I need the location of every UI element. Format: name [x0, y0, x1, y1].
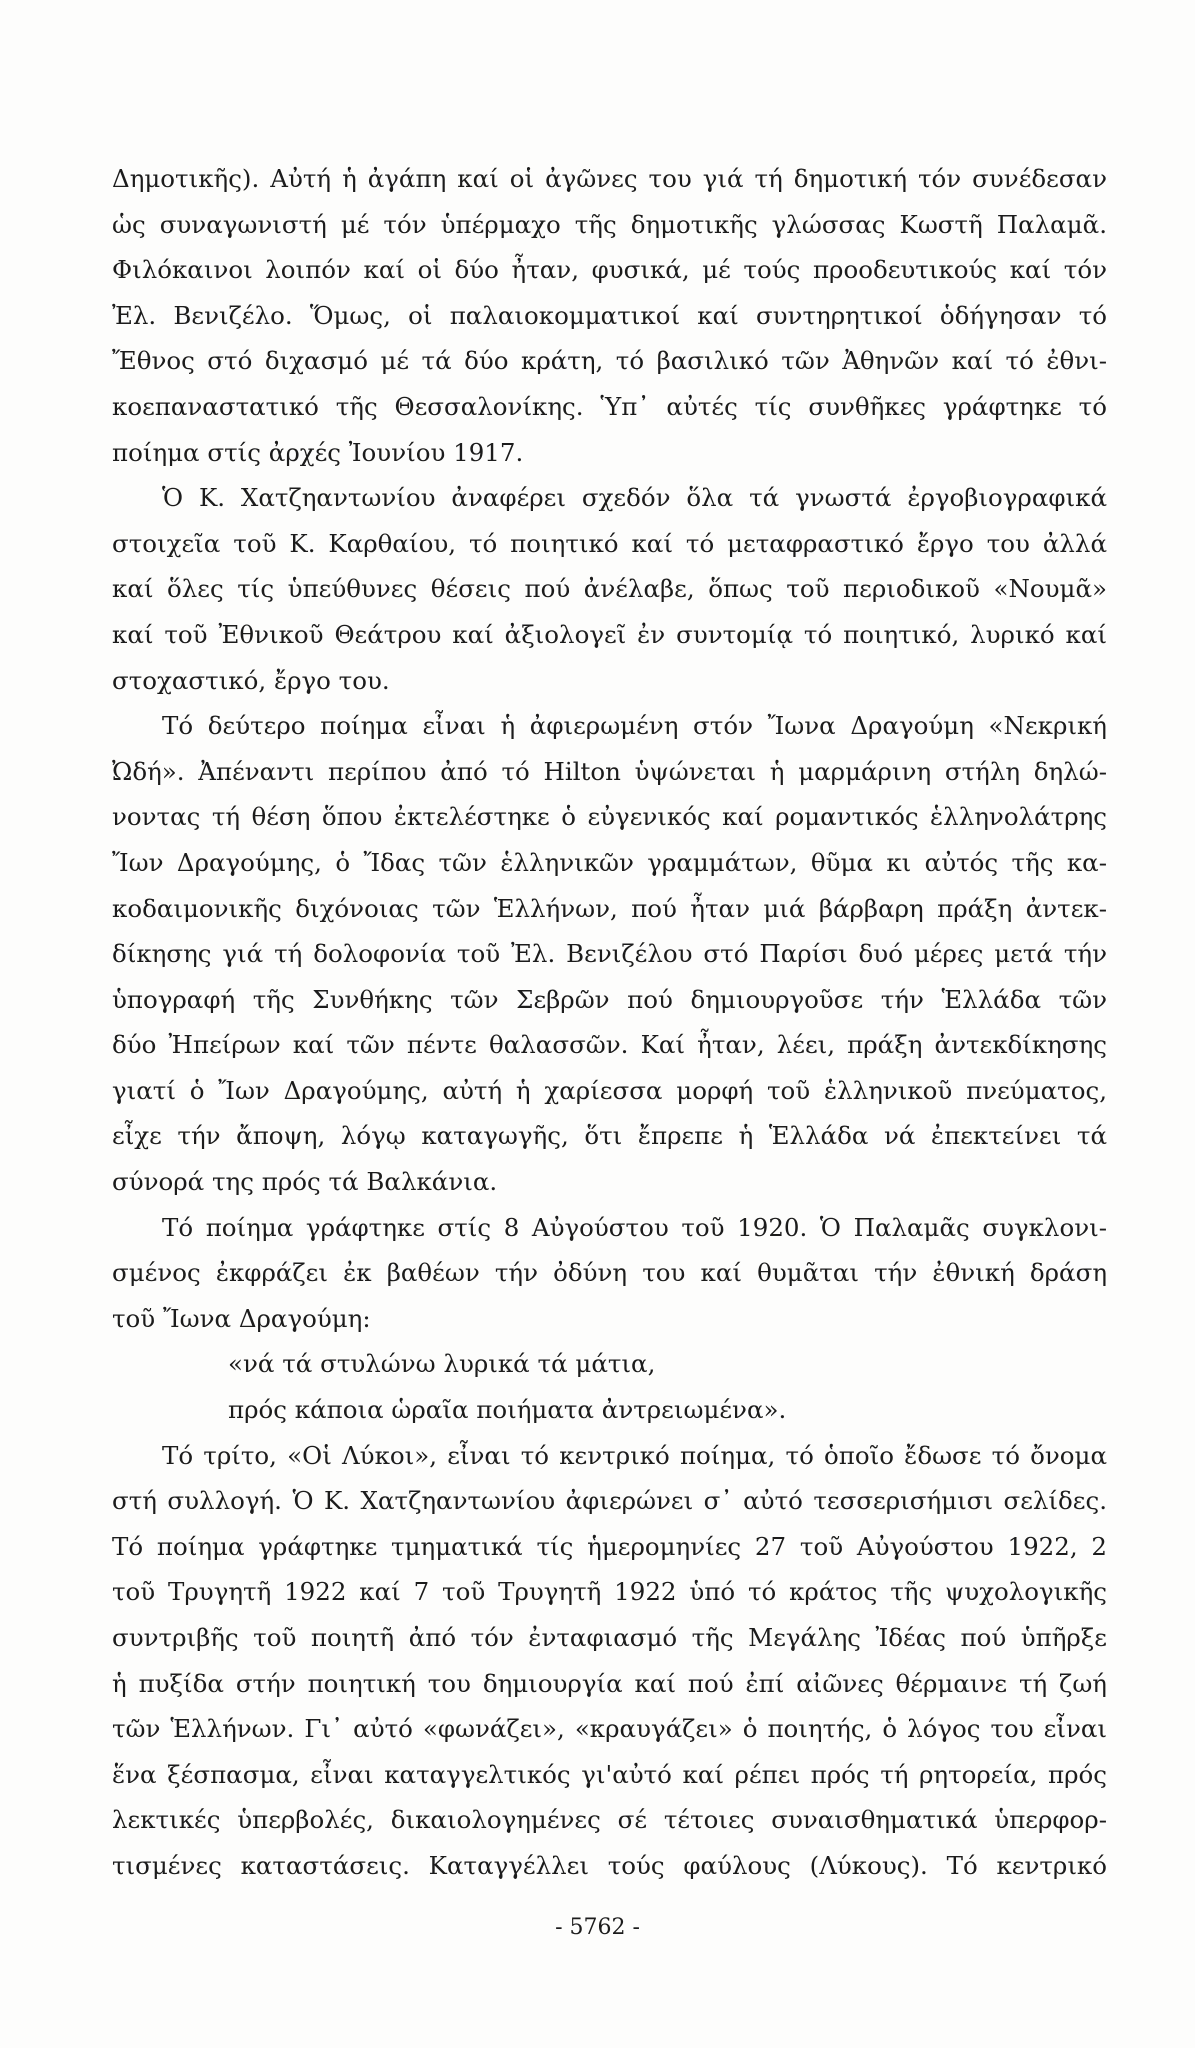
text-line: Ἴων Δραγούμης, ὁ Ἴδας τῶν ἑλληνικῶν γραμμάτων, θῦμα κι αὐτός τῆς κα- — [112, 847, 1107, 877]
text-line: ὡς συναγωνιστή μέ τόν ὑπέρμαχο τῆς δημοτικῆς γλώσσας Κωστῆ Παλαμᾶ. — [112, 209, 1107, 239]
text-line: Φιλόκαινοι λοιπόν καί οἱ δύο ἦταν, φυσικά, μέ τούς προοδευτικούς καί τόν — [112, 255, 1107, 285]
text-line: Τό τρίτο, «Οἱ Λύκοι», εἶναι τό κεντρικό ποίημα, τό ὁποῖο ἔδωσε τό ὄνομα — [162, 1440, 1107, 1470]
text-line: Ἔθνος στό διχασμό μέ τά δύο κράτη, τό βασιλικό τῶν Ἀθηνῶν καί τό ἐθνι- — [112, 346, 1107, 376]
text-line: ἕνα ξέσπασμα, εἶναι καταγγελτικός γι'αὐτό καί ρέπει πρός τή ρητορεία, πρός — [112, 1759, 1107, 1789]
text-line: στή συλλογή. Ὁ Κ. Χατζηαντωνίου ἀφιερώνει σ᾽ αὐτό τεσσερισήμισι σελίδες. — [112, 1486, 1107, 1516]
text-line: ὑπογραφή τῆς Συνθήκης τῶν Σεβρῶν πού δημιουργοῦσε τήν Ἑλλάδα τῶν — [112, 984, 1107, 1014]
text-line: τῶν Ἑλλήνων. Γι᾽ αὐτό «φωνάζει», «κραυγάζει» ὁ ποιητής, ὁ λόγος του εἶναι — [112, 1714, 1107, 1744]
text-line: Τό δεύτερο ποίημα εἶναι ἡ ἀφιερωμένη στόν Ἴωνα Δραγούμη «Νεκρική — [162, 711, 1107, 741]
text-line: δύο Ἠπείρων καί τῶν πέντε θαλασσῶν. Καί ἦταν, λέει, πράξη ἀντεκδίκησης — [112, 1030, 1107, 1060]
text-line: στοχαστικό, ἔργο του. — [112, 665, 390, 695]
text-line: τοῦ Τρυγητῆ 1922 καί 7 τοῦ Τρυγητῆ 1922 ὑπό τό κράτος τῆς ψυχολογικῆς — [112, 1577, 1107, 1607]
text-line: γιατί ὁ Ἴων Δραγούμης, αὐτή ἡ χαρίεσσα μορφή τοῦ ἑλληνικοῦ πνεύματος, — [112, 1075, 1107, 1105]
text-line: ποίημα στίς ἀρχές Ἰουνίου 1917. — [112, 437, 524, 467]
text-line: καί ὅλες τίς ὑπεύθυνες θέσεις πού ἀνέλαβε, ὅπως τοῦ περιοδικοῦ «Νουμᾶ» — [112, 574, 1107, 604]
text-line: καί τοῦ Ἐθνικοῦ Θεάτρου καί ἀξιολογεῖ ἐν συντομίᾳ τό ποιητικό, λυρικό καί — [112, 619, 1107, 649]
text-line: λεκτικές ὑπερβολές, δικαιολογημένες σέ τέτοιες συναισθηματικά ὑπερφορ- — [112, 1805, 1107, 1835]
text-line: συντριβῆς τοῦ ποιητῆ ἀπό τόν ἐνταφιασμό τῆς Μεγάλης Ἰδέας πού ὑπῆρξε — [112, 1623, 1107, 1652]
text-line: σύνορά της πρός τά Βαλκάνια. — [112, 1167, 498, 1197]
text-line: δίκησης γιά τή δολοφονία τοῦ Ἐλ. Βενιζέλου στό Παρίσι δυό μέρες μετά τήν — [112, 939, 1107, 969]
text-line: Ἐλ. Βενιζέλο. Ὅμως, οἱ παλαιοκομματικοί καί συντηρητικοί ὁδήγησαν τό — [112, 300, 1107, 330]
text-line: στοιχεῖα τοῦ Κ. Καρθαίου, τό ποιητικό καί τό μεταφραστικό ἔργο του ἀλλά — [112, 528, 1107, 558]
text-line: Ὠδή». Ἀπέναντι περίπου ἀπό τό Hilton ὑψώνεται ἡ μαρμάρινη στήλη δηλώ- — [112, 756, 1107, 786]
quote-line: «νά τά στυλώνω λυρικά τά μάτια, — [228, 1349, 656, 1379]
text-line: Τό ποίημα γράφτηκε τμηματικά τίς ἡμερομηνίες 27 τοῦ Αὐγούστου 1922, 2 — [112, 1531, 1107, 1561]
text-line: κοεπαναστατικό τῆς Θεσσαλονίκης. Ὑπ᾽ αὐτές τίς συνθῆκες γράφτηκε τό — [112, 391, 1107, 421]
text-line: τοῦ Ἴωνα Δραγούμη: — [112, 1303, 371, 1333]
text-line: Ὁ Κ. Χατζηαντωνίου ἀναφέρει σχεδόν ὅλα τά γνωστά ἐργοβιογραφικά — [162, 483, 1107, 513]
text-line: εἶχε τήν ἄποψη, λόγῳ καταγωγῆς, ὅτι ἔπρεπε ἡ Ἑλλάδα νά ἐπεκτείνει τά — [112, 1121, 1107, 1151]
text-line: νοντας τή θέση ὅπου ἐκτελέστηκε ὁ εὐγενικός καί ρομαντικός ἑλληνολάτρης — [112, 802, 1107, 832]
text-line: σμένος ἐκφράζει ἐκ βαθέων τήν ὀδύνη του καί θυμᾶται τήν ἐθνική δράση — [112, 1258, 1107, 1288]
text-line: τισμένες καταστάσεις. Καταγγέλλει τούς φαύλους (Λύκους). Τό κεντρικό — [112, 1850, 1107, 1880]
text-line: Δημοτικῆς). Αὐτή ἡ ἀγάπη καί οἱ ἀγῶνες του γιά τή δημοτική τόν συνέδεσαν — [112, 164, 1107, 193]
page-number: - 5762 - — [555, 1915, 640, 1940]
body-text — [112, 156, 1107, 1889]
quote-line: πρός κάποια ὡραῖα ποιήματα ἀντρειωμένα». — [228, 1395, 787, 1425]
text-line: κοδαιμονικῆς διχόνοιας τῶν Ἑλλήνων, πού ἦταν μιά βάρβαρη πράξη ἀντεκ- — [112, 893, 1107, 923]
text-line: ἡ πυξίδα στήν ποιητική του δημιουργία καί πού ἐπί αἰῶνες θέρμαινε τή ζωή — [112, 1668, 1107, 1698]
text-line: Τό ποίημα γράφτηκε στίς 8 Αὐγούστου τοῦ 1920. Ὁ Παλαμᾶς συγκλονι- — [162, 1212, 1107, 1242]
